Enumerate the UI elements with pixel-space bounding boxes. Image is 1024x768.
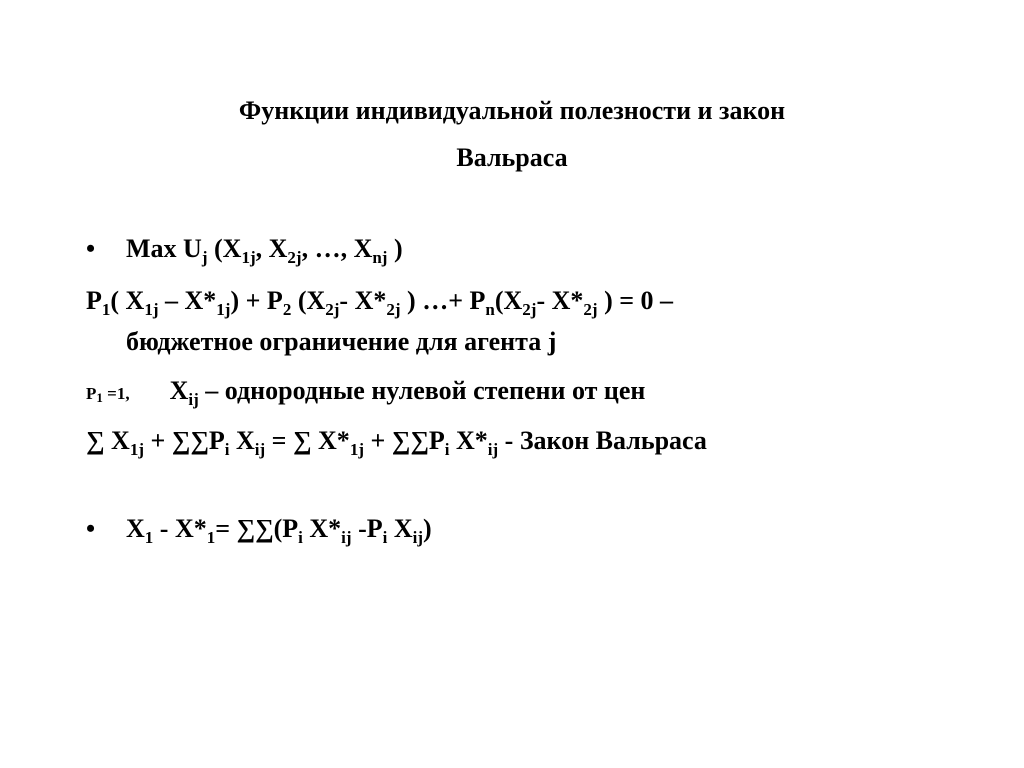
bullet: • bbox=[86, 234, 96, 263]
budget-constraint-description: бюджетное ограничение для агента j bbox=[126, 327, 557, 356]
bullet: • bbox=[86, 514, 96, 543]
formula-max-utility: • Max $U_j$ ($X_{1j}$, $X_{2j}$, …, $X_{nj}$ ) bbox=[86, 234, 403, 267]
formula-walras-law: ∑ $X_{1j} + \sum\sum P_i$ $X_{ij}$ = ∑ $X*_{1j} + \sum\sum P_i$ $X*_{ij}$ - Закон Вальраса bbox=[86, 426, 707, 459]
formula-homogeneity: $P_1 =1$, $X_{ij}$ – однородные нулевой степени от цен bbox=[86, 376, 646, 409]
slide-title-line1: Функции индивидуальной полезности и закон bbox=[238, 96, 786, 125]
slide-title-line2: Вальраса bbox=[456, 143, 568, 172]
formula-excess-demand: • $X_1 - X*_1= \sum\sum(P_i$ $X*_{ij}$ $-P_i$ $X_{ij}$) bbox=[86, 514, 432, 547]
formula-budget-constraint: $P_1$( $X_{1j} - X*_{1j}) + P_2$ ($X_{2j}-$ $X*_{2j}$ ) …+ $P_n(X_{2j}-$ $X*_{2j}$ ) = 0 – bbox=[86, 286, 674, 319]
